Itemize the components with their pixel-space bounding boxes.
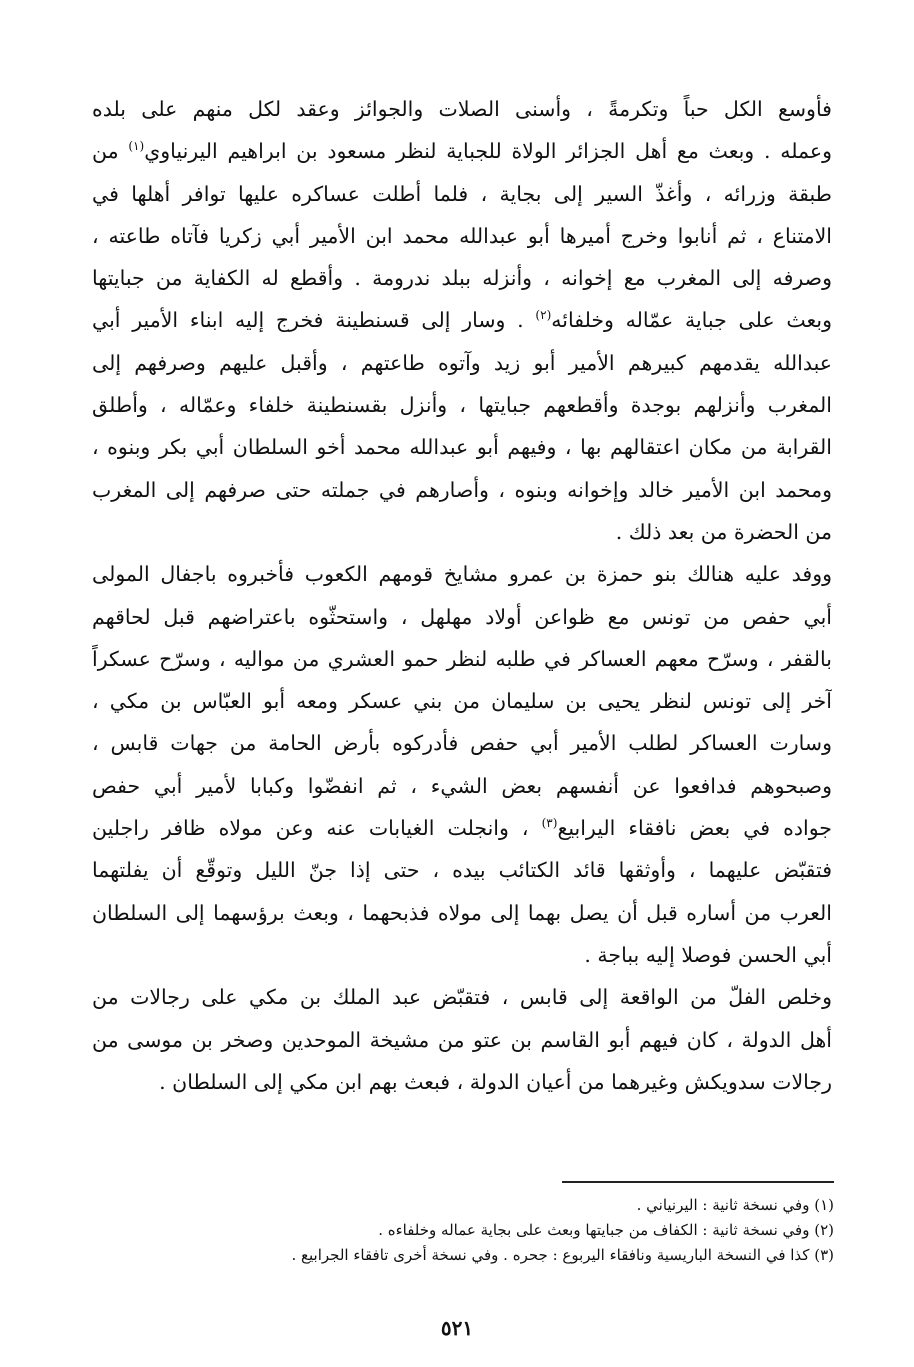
footnote-separator <box>562 1181 834 1183</box>
text-line: وسارت العساكر لطلب الأمير أبي حفص فأدركوه بأرض الحامة من جهات قابس ، <box>92 731 832 756</box>
text-line: أبي الحسن فوصلا إليه بباجة . <box>584 942 832 967</box>
text-line: العرب من أساره قبل أن يصل بهما إلى مولاه فذبحهما ، وبعث برؤسهما إلى السلطان <box>92 900 832 925</box>
text-line: آخر إلى تونس لنظر يحيى بن سليمان من بني عسكر ومعه أبو العبّاس بن مكي ، <box>92 689 832 714</box>
footnote: (٣) كذا في النسخة الباريسية ونافقاء اليربوع : جحره . وفي نسخة أخرى تافقاء الجرابيع . <box>291 1246 834 1264</box>
text-line: أهل الدولة ، كان فيهم أبو القاسم بن عتو من مشيخة الموحدين وصخر بن موسى من <box>92 1027 832 1052</box>
text-line: عبدالله يقدمهم كبيرهم الأمير أبو زيد وآتوه طاعتهم ، وأقبل عليهم وصرفهم إلى <box>92 350 832 375</box>
text-line: وصرفه إلى المغرب مع إخوانه ، وأنزله ببلد ندرومة . وأقطع له الكفاية من جبايتها <box>92 266 832 291</box>
text-line: وبعث على جباية عمّاله وخلفائه$^{(٢)}$ . وسار إلى قسنطينة فخرج إليه ابناء الأمير أبي <box>92 308 832 333</box>
footnote-marker: (٣) <box>541 816 558 831</box>
text-line: فتقبّض عليهما ، وأوثقها قائد الكتائب بيده ، حتى إذا جنّ الليل وتوقّع أن يفلتهما <box>92 858 832 883</box>
text-line: من الحضرة من بعد ذلك . <box>615 519 832 544</box>
page-number: ٥٢١ <box>440 1316 474 1340</box>
main-text-block <box>92 88 832 1103</box>
text-line: ووفد عليه هنالك بنو حمزة بن عمرو مشايخ قومهم الكعوب فأخبروه باجفال المولى <box>92 562 832 587</box>
text-line: وعمله . وبعث مع أهل الجزائر الولاة للجباية لنظر مسعود بن ابراهيم اليرنياوي$^{(١)}$ من <box>92 139 832 164</box>
footnote-marker: (١) <box>128 139 145 154</box>
text-line: أبي حفص من تونس مع ظواعن أولاد مهلهل ، واستحثّوه باعتراضهم قبل لحاقهم <box>92 604 832 629</box>
text-line: وخلص الفلّ من الواقعة إلى قابس ، فتقبّض عبد الملك بن مكي على رجالات من <box>92 985 832 1010</box>
text-line: فأوسع الكل حباً وتكرمةً ، وأسنى الصلات والجوائز وعقد لكل منهم على بلده <box>92 97 832 121</box>
footnote: (١) وفي نسخة ثانية : اليرنياني . <box>636 1196 834 1214</box>
text-line: بالقفر ، وسرّح معهم العساكر في طلبه لنظر حمو العشري من مواليه ، وسرّح عسكراً <box>92 646 832 671</box>
text-line: المغرب وأنزلهم بوجدة وأقطعهم جبايتها ، وأنزل بقسنطينة خلفاء وعمّاله ، وأطلق <box>92 393 832 418</box>
text-line: طبقة وزرائه ، وأغذّ السير إلى بجاية ، فلما أطلت عساكره عليها توافر أهلها في <box>92 181 832 206</box>
text-line: الامتناع ، ثم أنابوا وخرج أميرها أبو عبدالله محمد ابن الأمير أبي زكريا فآتاه طاعته ، <box>92 223 832 248</box>
text-line: وصبحوهم فدافعوا عن أنفسهم بعض الشيء ، ثم انفضّوا وكبابا لأمير أبي حفص <box>92 773 832 798</box>
footnotes <box>94 1193 834 1268</box>
text-line: جواده في بعض نافقاء اليرابيع$^{(٣)}$ ، وانجلت الغيابات عنه وعن مولاه ظافر راجلين <box>92 816 832 841</box>
footnote: (٢) وفي نسخة ثانية : الكفاف من جبايتها وبعث على بجاية عماله وخلفاءه . <box>378 1221 834 1239</box>
text-line: القرابة من مكان اعتقالهم بها ، وفيهم أبو عبدالله محمد أخو السلطان أبي بكر وبنوه ، <box>92 435 832 460</box>
text-line: رجالات سدويكش وغيرهما من أعيان الدولة ، فبعث بهم ابن مكي إلى السلطان . <box>159 1069 832 1094</box>
text-line: ومحمد ابن الأمير خالد وإخوانه وبنوه ، وأصارهم في جملته حتى صرفهم إلى المغرب <box>92 477 832 502</box>
footnote-marker: (٢) <box>535 308 552 323</box>
